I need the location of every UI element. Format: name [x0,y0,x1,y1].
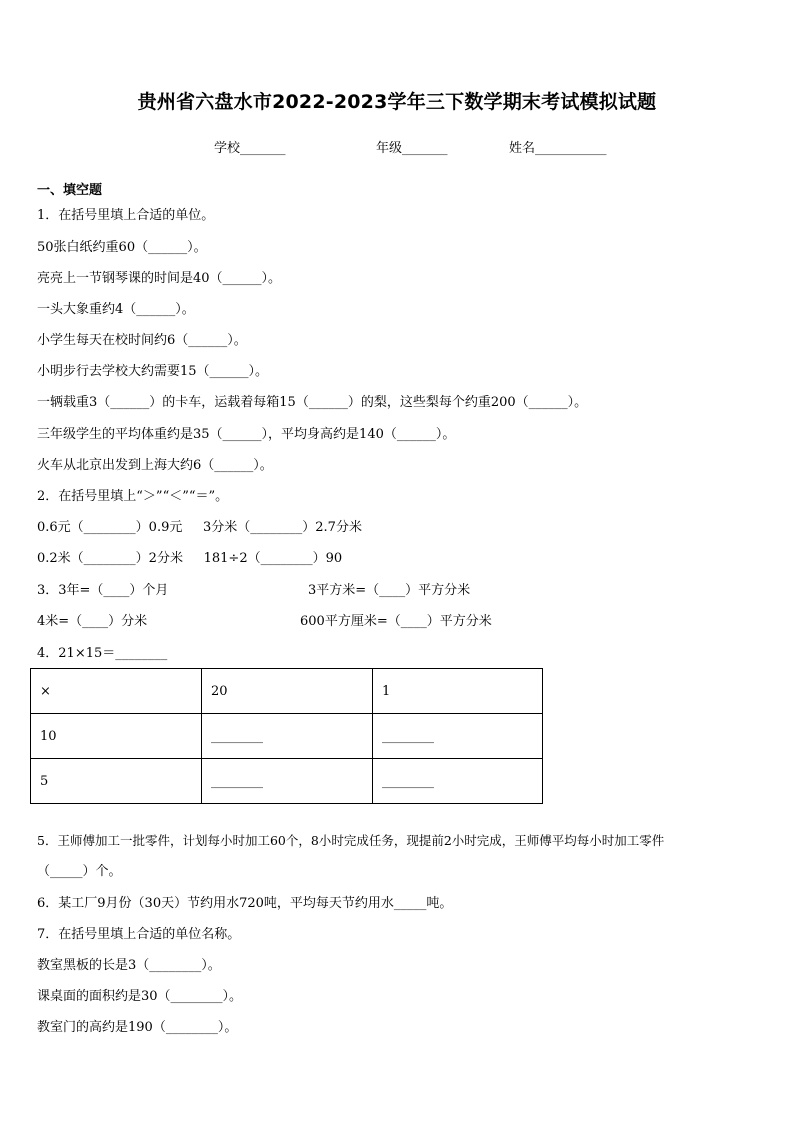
table-cell: 10 [31,714,202,759]
question-3-part: 600平方厘米=（____）平方分米 [300,614,492,629]
question-7-item: 教室门的高约是190（________）。 [37,1020,238,1035]
table-cell: ________ [373,714,543,759]
table-cell: 5 [31,759,202,804]
question-5-line: 5．王师傅加工一批零件，计划每小时加工60个，8小时完成任务，现提前2小时完成，王师傅平均每小时加工零件 [37,833,665,848]
table-row [31,714,543,759]
question-3-part: 3平方米=（____）平方分米 [308,583,471,598]
question-6: 6．某工厂9月份（30天）节约用水720吨，平均每天节约用水_____吨。 [37,896,453,911]
name-field: 姓名___________ [509,141,607,156]
question-2-line: 0.6元（________）0.9元 3分米（________）2.7分米 [37,520,362,535]
table-cell: 20 [202,669,373,714]
multiplication-table [30,668,543,804]
question-3-part: 3．3年=（____）个月 [37,583,169,598]
question-1-item: 一辆载重3（______）的卡车，运载着每箱15（______）的梨，这些梨每个约重200（______）。 [37,395,588,410]
table-cell: ________ [202,714,373,759]
question-7-item: 教室黑板的长是3（________）。 [37,958,221,973]
question-1-item: 三年级学生的平均体重约是35（______），平均身高约是140（______）。 [37,427,456,442]
question-2-stem: 2．在括号里填上“＞”“＜”“＝”。 [37,489,229,504]
table-cell: 1 [373,669,543,714]
grade-field: 年级_______ [376,141,448,156]
table-cell: × [31,669,202,714]
question-1-item: 一头大象重约4（______）。 [37,302,195,317]
question-1-item: 小明步行去学校大约需要15（______）。 [37,364,269,379]
question-2-line: 0.2米（________）2分米 181÷2（________）90 [37,551,343,566]
question-3-part: 4米=（____）分米 [37,614,148,629]
question-1-item: 亮亮上一节钢琴课的时间是40（______）。 [37,271,282,286]
question-7-item: 课桌面的面积约是30（________）。 [37,989,243,1004]
question-7-stem: 7．在括号里填上合适的单位名称。 [37,927,241,942]
question-1-item: 50张白纸约重60（______）。 [37,240,207,255]
question-4-stem: 4．21×15＝________ [37,646,168,661]
question-1-stem: 1．在括号里填上合适的单位。 [37,208,215,223]
table-row [31,669,543,714]
table-cell: ________ [373,759,543,804]
question-1-item: 火车从北京出发到上海大约6（______）。 [37,458,273,473]
question-1-item: 小学生每天在校时间约6（______）。 [37,333,247,348]
page-title: 贵州省六盘水市2022-2023学年三下数学期末考试模拟试题 [137,91,657,113]
section-heading: 一、填空题 [37,183,103,198]
question-5-line: （_____）个。 [37,864,122,879]
table-row [31,759,543,804]
table-cell: ________ [202,759,373,804]
school-field: 学校_______ [214,141,286,156]
